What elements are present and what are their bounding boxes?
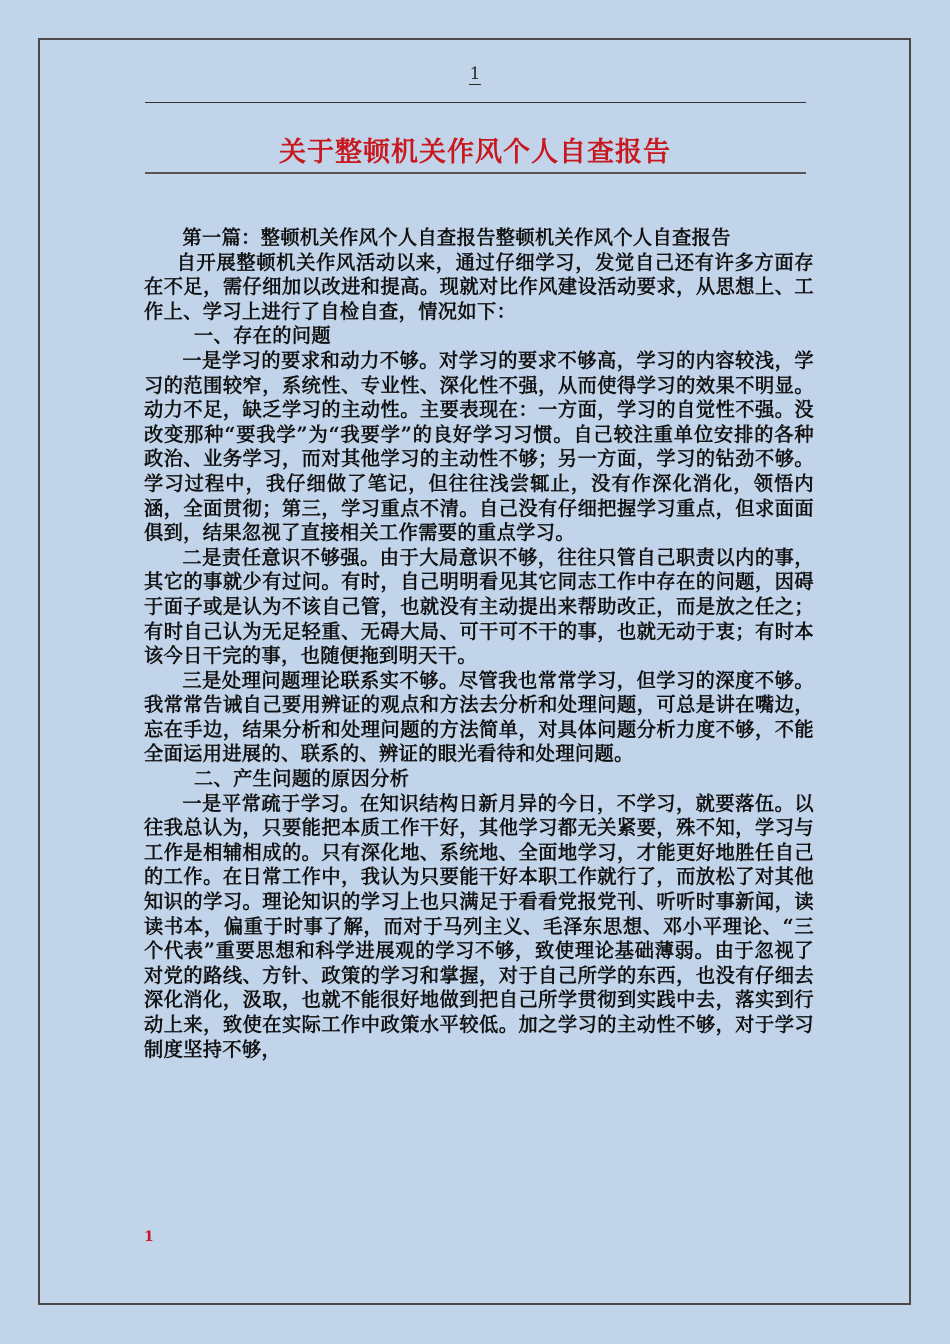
paragraph: 三是处理问题理论联系实不够。尽管我也常常学习，但学习的深度不够。我常常告诫自己要用辨证的观点和方法去分析和处理问题，可总是讲在嘴边，忘在手边，结果分析和处理问题的方法简单，对具体问题分析力度不够，不能全面运用进展的、联系的、辨证的眼光看待和处理问题。 [144,668,814,766]
paragraph: 第一篇：整顿机关作风个人自查报告整顿机关作风个人自查报告 [182,226,731,249]
title-rule [145,172,806,174]
header-page-number: 1 [469,64,481,84]
section-heading: 一、存在的问题 [193,324,332,348]
paragraph: 自开展整顿机关作风活动以来，通过仔细学习，发觉自己还有许多方面存在不足，需仔细加以改进和提高。现就对比作风建设活动要求，从思想上、工作上、学习上进行了自检自查，情况如下： [144,250,814,323]
paragraph: 一是平常疏于学习。在知识结构日新月异的今日，不学习，就要落伍。以往我总认为，只要能把本质工作干好，其他学习都无关紧要，殊不知，学习与工作是相辅相成的。只有深化地、系统地、全面地学习，才能更好地胜任自己的工作。在日常工作中，我认为只要能干好本职工作就行了，而放松了对其他知识的学习。理论知识的学习上也只满足于看看党报党刊、听听时事新闻，读读书本，偏重于时事了解，而对于马列主义、毛泽东思想、邓小平理论、“三个代表”重要思想和科学进展观的学习不够，致使理论基础薄弱。由于忽视了对党的路线、方针、政策的学习和掌握，对于自己所学的东西，也没有仔细去深化消化，汲取，也就不能很好地做到把自己所学贯彻到实践中去，落实到行动上来，致使在实际工作中政策水平较低。加之学习的主动性不够，对于学习制度坚持不够， [144,791,814,1061]
paragraph: 二是责任意识不够强。由于大局意识不够，往往只管自己职责以内的事，其它的事就少有过问。有时，自己明明看见其它同志工作中存在的问题，因碍于面子或是认为不该自己管，也就没有主动提出来帮助改正，而是放之任之；有时自己认为无足轻重、无碍大局、可干可不干的事，也就无动于衷；有时本该今日干完的事，也随便拖到明天干。 [144,545,814,668]
header-rule [145,102,806,103]
paragraph: 一是学习的要求和动力不够。对学习的要求不够高，学习的内容较浅，学习的范围较窄，系统性、专业性、深化性不强，从而使得学习的效果不明显。动力不足，缺乏学习的主动性。主要表现在：一方面，学习的自觉性不强。没改变那种“要我学”为“我要学”的良好学习习惯。自己较注重单位安排的各种政治、业务学习，而对其他学习的主动性不够；另一方面，学习的钻劲不够。学习过程中，我仔细做了笔记，但往往浅尝辄止，没有作深化消化，领悟内涵，全面贯彻；第三，学习重点不清。自己没有仔细把握学习重点，但求面面俱到，结果忽视了直接相关工作需要的重点学习。 [144,348,814,545]
document-body [144,226,814,1062]
footer-page-number: 1 [144,1229,154,1245]
document-title: 关于整顿机关作风个人自查报告 [279,137,671,168]
section-heading: 二、产生问题的原因分析 [193,767,410,791]
